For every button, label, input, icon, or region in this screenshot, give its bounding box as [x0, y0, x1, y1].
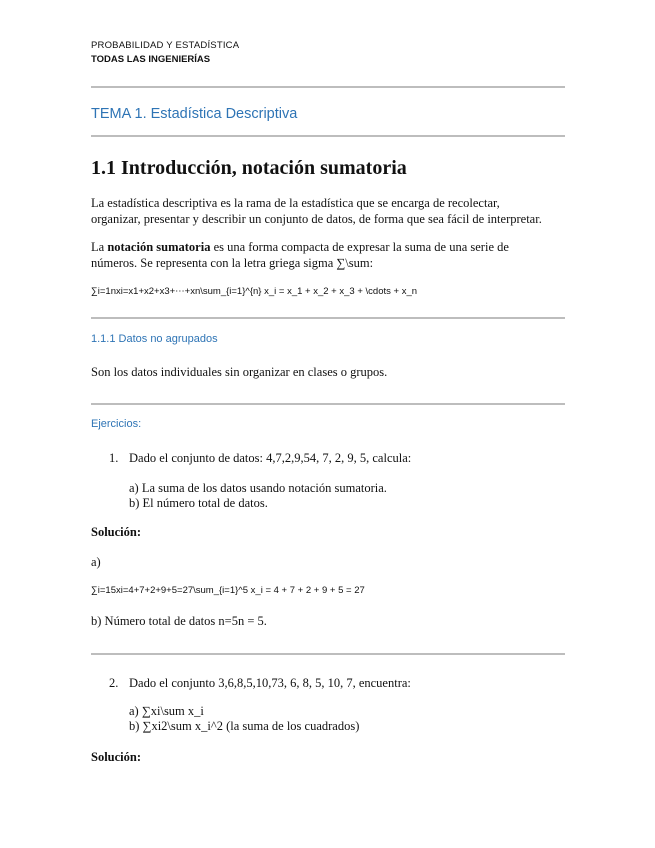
- solution-a-label: a): [91, 555, 101, 569]
- header-audience: TODAS LAS INGENIERÍAS: [91, 54, 211, 65]
- exercise-1-number: 1.: [109, 451, 119, 465]
- solution-label: Solución:: [91, 525, 142, 539]
- intro-line-1: La estadística descriptiva es la rama de la estadística que se encarga de recolectar,: [91, 196, 500, 210]
- solution-a-formula: ∑i=15xi=4+7+2+9+5=27\sum_{i=1}^5 x_i = 4 + 7 + 2 + 9 + 5 = 27: [91, 585, 365, 596]
- solution-label-2: Solución:: [91, 750, 142, 764]
- solution-b-text: b) Número total de datos n=5n = 5.: [91, 614, 267, 628]
- divider: [91, 653, 565, 655]
- exercise-2-part-a: a) ∑xi\sum x_i: [129, 704, 204, 718]
- intro-paragraph: [91, 195, 542, 227]
- exercise-2-part-b: b) ∑xi2\sum x_i^2 (la suma de los cuadrados): [129, 719, 360, 733]
- exercise-1-part-a: a) La suma de los datos usando notación sumatoria.: [129, 481, 387, 495]
- exercise-2-number: 2.: [109, 676, 119, 690]
- subsection-text: Son los datos individuales sin organizar en clases o grupos.: [91, 365, 388, 379]
- notation-rest: es una forma compacta de expresar la suma de una serie de: [210, 240, 509, 254]
- notation-paragraph: [91, 239, 509, 271]
- summation-formula: ∑i=1nxi=x1+x2+x3+⋯+xn\sum_{i=1}^{n} x_i = x_1 + x_2 + x_3 + \cdots + x_n: [91, 286, 418, 297]
- header-course: PROBABILIDAD Y ESTADÍSTICA: [91, 40, 240, 51]
- intro-line-2: organizar, presentar y describir un conjunto de datos, de forma que sea fácil de interpretar.: [91, 212, 542, 226]
- divider: [91, 403, 565, 405]
- exercises-title: Ejercicios:: [91, 418, 142, 430]
- notation-term: notación sumatoria: [107, 240, 211, 254]
- divider: [91, 317, 565, 319]
- notation-line-2: números. Se representa con la letra griega sigma ∑\sum:: [91, 256, 374, 270]
- exercise-2-text: Dado el conjunto 3,6,8,5,10,73, 6, 8, 5, 10, 7, encuentra:: [129, 676, 411, 690]
- section-title: 1.1 Introducción, notación sumatoria: [91, 157, 407, 179]
- notation-prefix: La: [91, 240, 108, 254]
- exercise-1-part-b: b) El número total de datos.: [129, 496, 268, 510]
- exercise-1-text: Dado el conjunto de datos: 4,7,2,9,54, 7, 2, 9, 5, calcula:: [129, 451, 412, 465]
- divider: [91, 86, 565, 88]
- subsection-title: 1.1.1 Datos no agrupados: [91, 333, 218, 345]
- topic-title: TEMA 1. Estadística Descriptiva: [91, 106, 298, 122]
- notation-line-1: [91, 239, 509, 255]
- divider: [91, 135, 565, 137]
